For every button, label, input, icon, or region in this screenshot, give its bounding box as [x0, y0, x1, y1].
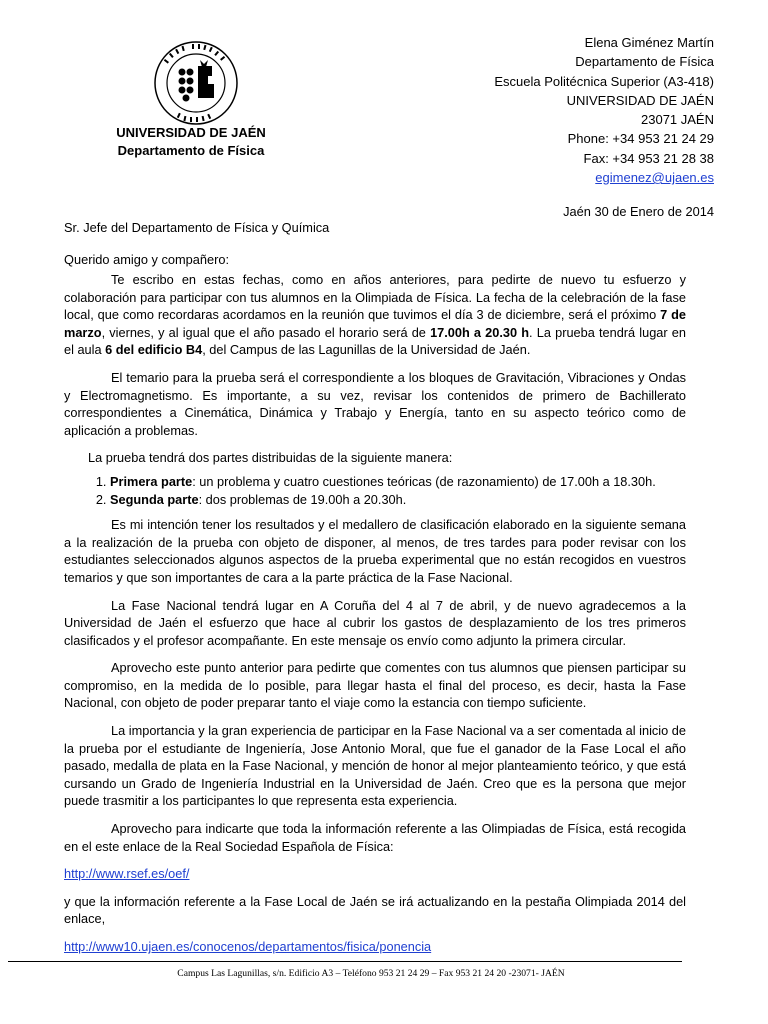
paragraph-7: La importancia y la gran experiencia de participar en la Fase Nacional va a ser comentada al inicio de la prueba por el estudiante de Ingeniería, Jose Antonio Moral, que fue el ganador de la Fase Local el año pasado, medalla de plata en la Fase Nacional, y mención de honor al mejor planteamiento teórico, y que está cursando un Grado de Ingeniería Industrial en la Universidad de Jaén. Creo que es la persona que mejor puede trasmitir a los participantes lo que representa esta experiencia.: [64, 723, 686, 809]
rsef-link[interactable]: http://www.rsef.es/oef/: [64, 866, 190, 882]
paragraph-6: Aprovecho este punto anterior para pedirte que comentes con tus alumnos que piensen participar su compromiso, en la medida de lo posible, para llegar hasta el final del proceso, es decir, hasta la Fase Nacional, con objeto de poder preparar tanto el viaje como la estancia con tiempo suficiente.: [64, 660, 686, 711]
paragraph-5: La Fase Nacional tendrá lugar en A Coruña del 4 al 7 de abril, y de nuevo agradecemos a la Universidad de Jaén el esfuerzo que hace al cubrir los gastos de desplazamiento de los tres primeros clasificados y el profesor acompañante. En este mensaje os envío como adjunto la primera circular.: [64, 597, 686, 648]
paragraph-8: Aprovecho para indicarte que toda la información referente a las Olimpiadas de Física, está recogida en el este enlace de la Real Sociedad Española de Física:: [64, 821, 686, 854]
paragraph-4: Es mi intención tener los resultados y el medallero de clasificación elaborado en la siguiente semana a la realización de la prueba con objeto de disponer, al menos, de tres tardes para poder revisar con los estudiantes seleccionados algunos aspectos de la prueba experimental que no están recogidos en vuestros temarios y que son importantes de cara a la parte práctica de la Fase Nacional.: [64, 517, 686, 585]
list-item: 2. Segunda parte: dos problemas de 19.00h a 20.30h.: [110, 491, 686, 509]
sender-phone: Phone: +34 953 21 24 29: [567, 131, 714, 147]
exam-parts-list: [64, 473, 686, 508]
date-highlight: 7 de marzo: [64, 307, 686, 340]
footer-divider: [8, 961, 682, 962]
list-item: 1. Primera parte: un problema y cuatro cuestiones teóricas (de razonamiento) de 17.00h a 18.30h.: [110, 473, 686, 491]
paragraph-2: El temario para la prueba será el correspondiente a los bloques de Gravitación, Vibraciones y Ondas y Electromagnetismo. Es importante, a su vez, revisar los contenidos de primero de Bachillerato correspondientes a Cinemática, Dinámica y Trabajo y Energía, tanto en su aspecto teórico como de aplicación a problemas.: [64, 369, 686, 438]
footer-address: Campus Las Lagunillas, s/n. Edificio A3 – Teléfono 953 21 24 29 – Fax 953 21 24 20 -23071- JAÉN: [177, 968, 565, 979]
sender-name: Elena Giménez Martín: [584, 35, 714, 50]
sender-city: 23071 JAÉN: [641, 112, 714, 128]
letterhead-department: Departamento de Física: [117, 143, 265, 158]
university-seal-logo: [152, 40, 240, 126]
sender-address-block: [394, 33, 714, 187]
sender-university: UNIVERSIDAD DE JAÉN: [566, 92, 714, 108]
letter-body: [64, 271, 686, 966]
time-highlight: 17.00h a 20.30 h: [430, 324, 530, 340]
paragraph-1: Te escribo en estas fechas, como en años anteriores, para pedirte de nuevo tu esfuerzo y colaboración para participar con tus alumnos en la Olimpiada de Física. La fecha de la celebración de la fase local, que como recordaras acordamos en la reunión que tuvimos el día 3 de diciembre, será el próximo 7 de marzo, viernes, y al igual que el año pasado el horario será de 17.00h a 20.30 h. La prueba tendrá lugar en el aula 6 del edificio B4, del Campus de las Lagunillas de la Universidad de Jaén.: [64, 272, 686, 358]
paragraph-9: y que la información referente a la Fase Local de Jaén se irá actualizando en la pestaña Olimpiada 2014 del enlace,: [64, 893, 686, 927]
recipient: Sr. Jefe del Departamento de Física y Química: [64, 220, 330, 235]
letterhead-university: UNIVERSIDAD DE JAÉN: [116, 125, 266, 140]
ujaen-link[interactable]: http://www10.ujaen.es/conocenos/departamentos/fisica/ponencia: [64, 939, 432, 954]
letterhead: [96, 124, 286, 160]
location-highlight: 6 del edificio B4: [105, 342, 203, 358]
sender-school: Escuela Politécnica Superior (A3-418): [494, 73, 714, 89]
paragraph-3: La prueba tendrá dos partes distribuidas de la siguiente manera:: [88, 450, 453, 466]
letter-date: Jaén 30 de Enero de 2014: [563, 204, 714, 219]
sender-department: Departamento de Física: [575, 54, 714, 70]
greeting: Querido amigo y compañero:: [64, 252, 230, 267]
sender-email-link[interactable]: egimenez@ujaen.es: [595, 170, 714, 186]
sender-fax: Fax: +34 953 21 28 38: [583, 150, 714, 166]
